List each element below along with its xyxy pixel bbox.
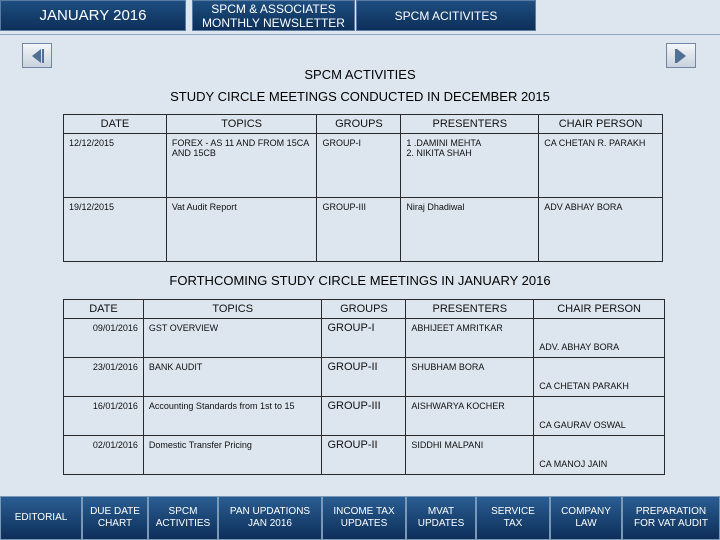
table-row bbox=[64, 319, 665, 358]
cell-topic: GST OVERVIEW bbox=[143, 319, 322, 358]
cell-presenter: AISHWARYA KOCHER bbox=[406, 397, 534, 436]
cell-topic: Domestic Transfer Pricing bbox=[143, 436, 322, 475]
nav-due-date-chart[interactable]: DUE DATE CHART bbox=[82, 496, 148, 540]
nav-pan-updations[interactable]: PAN UPDATIONS JAN 2016 bbox=[218, 496, 322, 540]
cell-group: GROUP-II bbox=[322, 436, 406, 475]
cell-chair: CA GAURAV OSWAL bbox=[534, 397, 665, 436]
table-row bbox=[64, 198, 663, 262]
page-title: SPCM ACTIVITIES bbox=[304, 67, 416, 82]
table-row bbox=[64, 436, 665, 475]
col-topics: TOPICS bbox=[143, 300, 322, 319]
cell-group: GROUP-I bbox=[322, 319, 406, 358]
cell-topic: Vat Audit Report bbox=[166, 198, 317, 262]
col-presenters: PRESENTERS bbox=[401, 115, 539, 134]
bottom-nav bbox=[0, 496, 720, 540]
col-presenters: PRESENTERS bbox=[406, 300, 534, 319]
cell-group: GROUP-III bbox=[317, 198, 401, 262]
col-groups: GROUPS bbox=[322, 300, 406, 319]
cell-chair: ADV. ABHAY BORA bbox=[534, 319, 665, 358]
arrow-left-icon bbox=[32, 49, 41, 63]
cell-group: GROUP-II bbox=[322, 358, 406, 397]
table-row bbox=[64, 358, 665, 397]
table-row bbox=[64, 134, 663, 198]
cell-chair: ADV ABHAY BORA bbox=[539, 198, 663, 262]
cell-topic: FOREX - AS 11 AND FROM 15CA AND 15CB bbox=[166, 134, 317, 198]
nav-spcm-activities[interactable]: SPCM ACTIVITIES bbox=[148, 496, 218, 540]
col-chair-person: CHAIR PERSON bbox=[539, 115, 663, 134]
page-subtitle: STUDY CIRCLE MEETINGS CONDUCTED IN DECEMBER 2015 bbox=[170, 89, 550, 104]
cell-presenter: SIDDHI MALPANI bbox=[406, 436, 534, 475]
cell-group: GROUP-III bbox=[322, 397, 406, 436]
month-label: JANUARY 2016 bbox=[39, 6, 147, 24]
presenter-1: Niraj Dhadiwal bbox=[406, 202, 465, 212]
next-page-button[interactable] bbox=[666, 43, 696, 68]
top-bar bbox=[0, 0, 720, 34]
nav-editorial[interactable] bbox=[0, 496, 82, 540]
nav-company-law[interactable]: COMPANY LAW bbox=[550, 496, 622, 540]
nav-preparation-vat-audit[interactable]: PREPARATION FOR VAT AUDIT bbox=[622, 496, 720, 540]
col-groups: GROUPS bbox=[317, 115, 401, 134]
cell-topic: Accounting Standards from 1st to 15 bbox=[143, 397, 322, 436]
cell-chair: CA CHETAN PARAKH bbox=[534, 358, 665, 397]
cell-chair: CA MANOJ JAIN bbox=[534, 436, 665, 475]
cell-presenters bbox=[401, 198, 539, 262]
conducted-meetings-table bbox=[63, 114, 663, 262]
col-chair-person: CHAIR PERSON bbox=[534, 300, 665, 319]
cell-topic: BANK AUDIT bbox=[143, 358, 322, 397]
newsletter-line1: SPCM & ASSOCIATES bbox=[211, 1, 336, 16]
cell-presenter: SHUBHAM BORA bbox=[406, 358, 534, 397]
table-row bbox=[64, 397, 665, 436]
previous-page-button[interactable] bbox=[22, 43, 52, 68]
nav-service-tax[interactable]: SERVICE TAX bbox=[476, 496, 550, 540]
cell-presenters bbox=[401, 134, 539, 198]
month-tab[interactable] bbox=[0, 0, 186, 31]
cell-date: 02/01/2016 bbox=[64, 436, 144, 475]
nav-mvat-updates[interactable]: MVAT UPDATES bbox=[406, 496, 476, 540]
col-topics: TOPICS bbox=[166, 115, 317, 134]
cell-date: 16/01/2016 bbox=[64, 397, 144, 436]
presenter-1: 1 .DAMINI MEHTA bbox=[406, 138, 482, 148]
nav-editorial-label: EDITORIAL bbox=[14, 512, 68, 523]
cell-date: 12/12/2015 bbox=[64, 134, 167, 198]
cell-group: GROUP-I bbox=[317, 134, 401, 198]
table-header-row bbox=[64, 115, 663, 134]
arrow-right-icon bbox=[677, 49, 686, 63]
cell-date: 19/12/2015 bbox=[64, 198, 167, 262]
presenter-2: 2. NIKITA SHAH bbox=[406, 148, 472, 158]
forthcoming-title: FORTHCOMING STUDY CIRCLE MEETINGS IN JANUARY 2016 bbox=[169, 273, 551, 288]
cell-date: 23/01/2016 bbox=[64, 358, 144, 397]
cell-presenter: ABHIJEET AMRITKAR bbox=[406, 319, 534, 358]
nav-income-tax-updates[interactable]: INCOME TAX UPDATES bbox=[322, 496, 406, 540]
col-date: DATE bbox=[64, 300, 144, 319]
activities-tab-label: SPCM ACITIVITES bbox=[394, 8, 498, 23]
forthcoming-meetings-table bbox=[63, 299, 665, 475]
cell-date: 09/01/2016 bbox=[64, 319, 144, 358]
newsletter-tab[interactable] bbox=[192, 0, 355, 31]
cell-chair: CA CHETAN R. PARAKH bbox=[539, 134, 663, 198]
newsletter-line2: MONTHLY NEWSLETTER bbox=[202, 15, 345, 30]
table-header-row bbox=[64, 300, 665, 319]
activities-tab[interactable] bbox=[356, 0, 536, 31]
col-date: DATE bbox=[64, 115, 167, 134]
